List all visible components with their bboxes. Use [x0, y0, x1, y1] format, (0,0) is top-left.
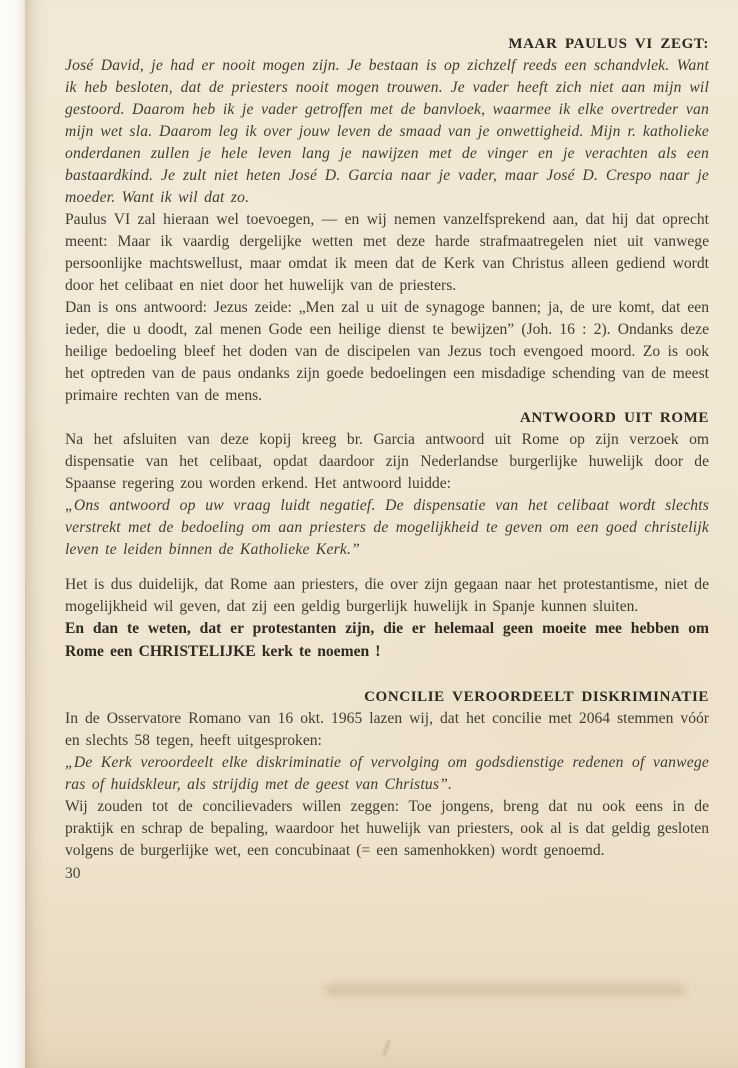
- paragraph-ons-antwoord: Dan is ons antwoord: Jezus zeide: „Men zal u uit de synagoge bannen; ja, de ure komt, dat een ieder, die u doodt, zal menen Gode een heilige dienst te bewijzen” (Joh. 16 : 2). Ondanks deze heilige bedoeling bleef het doden van de discipelen van Jezus toch evengoed moord. Zo is ook het optreden van de paus ondanks zijn goede bedoelingen een misdadige schending van de meest primaire rechten van de mens.: [65, 299, 709, 404]
- book-page: [25, 0, 738, 1068]
- paragraph-osservatore-romano: In de Osservatore Romano van 16 okt. 1965 lazen wij, dat het concilie met 2064 stemmen vóór en slechts 58 tegen, heeft uitgesproken:: [65, 710, 709, 749]
- page-number: 30: [65, 865, 81, 882]
- text-block: [25, 0, 738, 885]
- paragraph-dus-duidelijk: Het is dus duidelijk, dat Rome aan priesters, die over zijn gegaan naar het protestantisme, niet de mogelijkheid wil geven, dat zij een geldig burgerlijk huwelijk in Spanje kunnen sluiten.: [65, 576, 709, 615]
- reverse-side-show-through: [325, 984, 685, 996]
- paragraph-kopij-garcia: Na het afsluiten van deze kopij kreeg br. Garcia antwoord uit Rome op zijn verzoek om dispensatie van het celibaat, opdat daardoor zijn Nederlandse burgerlijke huwelijk door de Spaanse regering zou worden erkend. Het antwoord luidde:: [65, 431, 709, 492]
- paragraph-paulus-commentary: Paulus VI zal hieraan wel toevoegen, — en wij nemen vanzelfsprekend aan, dat hij dat oprecht meent: Maar ik vaardig dergelijke wetten met deze harde strafmaatregelen niet uit vanwege persoonlijke machtswellust, maar omdat ik meen dat de Kerk van Christus alleen gediend wordt door het celibaat en niet door het huwelijk van de priesters.: [65, 211, 709, 294]
- paragraph-concilievaders: Wij zouden tot de concilievaders willen zeggen: Toe jongens, breng dat nu ook eens in de praktijk en schrap de bepaling, waardoor het huwelijk van priesters, ook al is dat geldig gesloten volgens de burgerlijke wet, een concubinaat (= een samenhokken) wordt genoemd.: [65, 798, 709, 859]
- quote-rome-antwoord: „Ons antwoord op uw vraag luidt negatief. De dispensatie van het celibaat wordt slechts verstrekt met de bedoeling om aan priesters de mogelijkheid te geven om een goed christelijk leven te leiden binnen de Katholieke Kerk.”: [65, 497, 709, 558]
- heading-maar-paulus-vi-zegt: MAAR PAULUS VI ZEGT:: [508, 36, 709, 52]
- paragraph-protestanten-bold: En dan te weten, dat er protestanten zijn, die er helemaal geen moeite mee hebben om Rome een CHRISTELIJKE kerk te noemen !: [65, 620, 709, 660]
- scan-left-margin: [0, 0, 25, 1068]
- paper-scratch-mark: [383, 1040, 391, 1056]
- heading-concilie-veroordeelt-diskriminatie: CONCILIE VEROORDEELT DISKRIMINATIE: [364, 689, 709, 705]
- quote-paulus-decree: José David, je had er nooit mogen zijn. Je bestaan is op zichzelf reeds een schandvlek. Want ik heb besloten, dat de priesters nooit mogen trouwen. Je vader heeft zich niet aan mijn wil gestoord. Daarom heb ik je vader getroffen met de banvloek, waarmee ik elke overtreder van mijn wet sla. Daarom leg ik over jouw leven de smaad van je onwettigheid. Mijn r. katholieke onderdanen zullen je hele leven lang je nawijzen met de vinger en je verachten als een bastaardkind. Je zult niet heten José D. Garcia naar je vader, maar José D. Crespo naar je moeder. Want ik wil dat zo.: [65, 57, 709, 206]
- quote-concilie-uitspraak: „De Kerk veroordeelt elke diskriminatie of vervolging om godsdienstige redenen of vanwege ras of huidskleur, als strijdig met de geest van Christus”.: [65, 754, 709, 793]
- heading-antwoord-uit-rome: ANTWOORD UIT ROME: [519, 410, 709, 426]
